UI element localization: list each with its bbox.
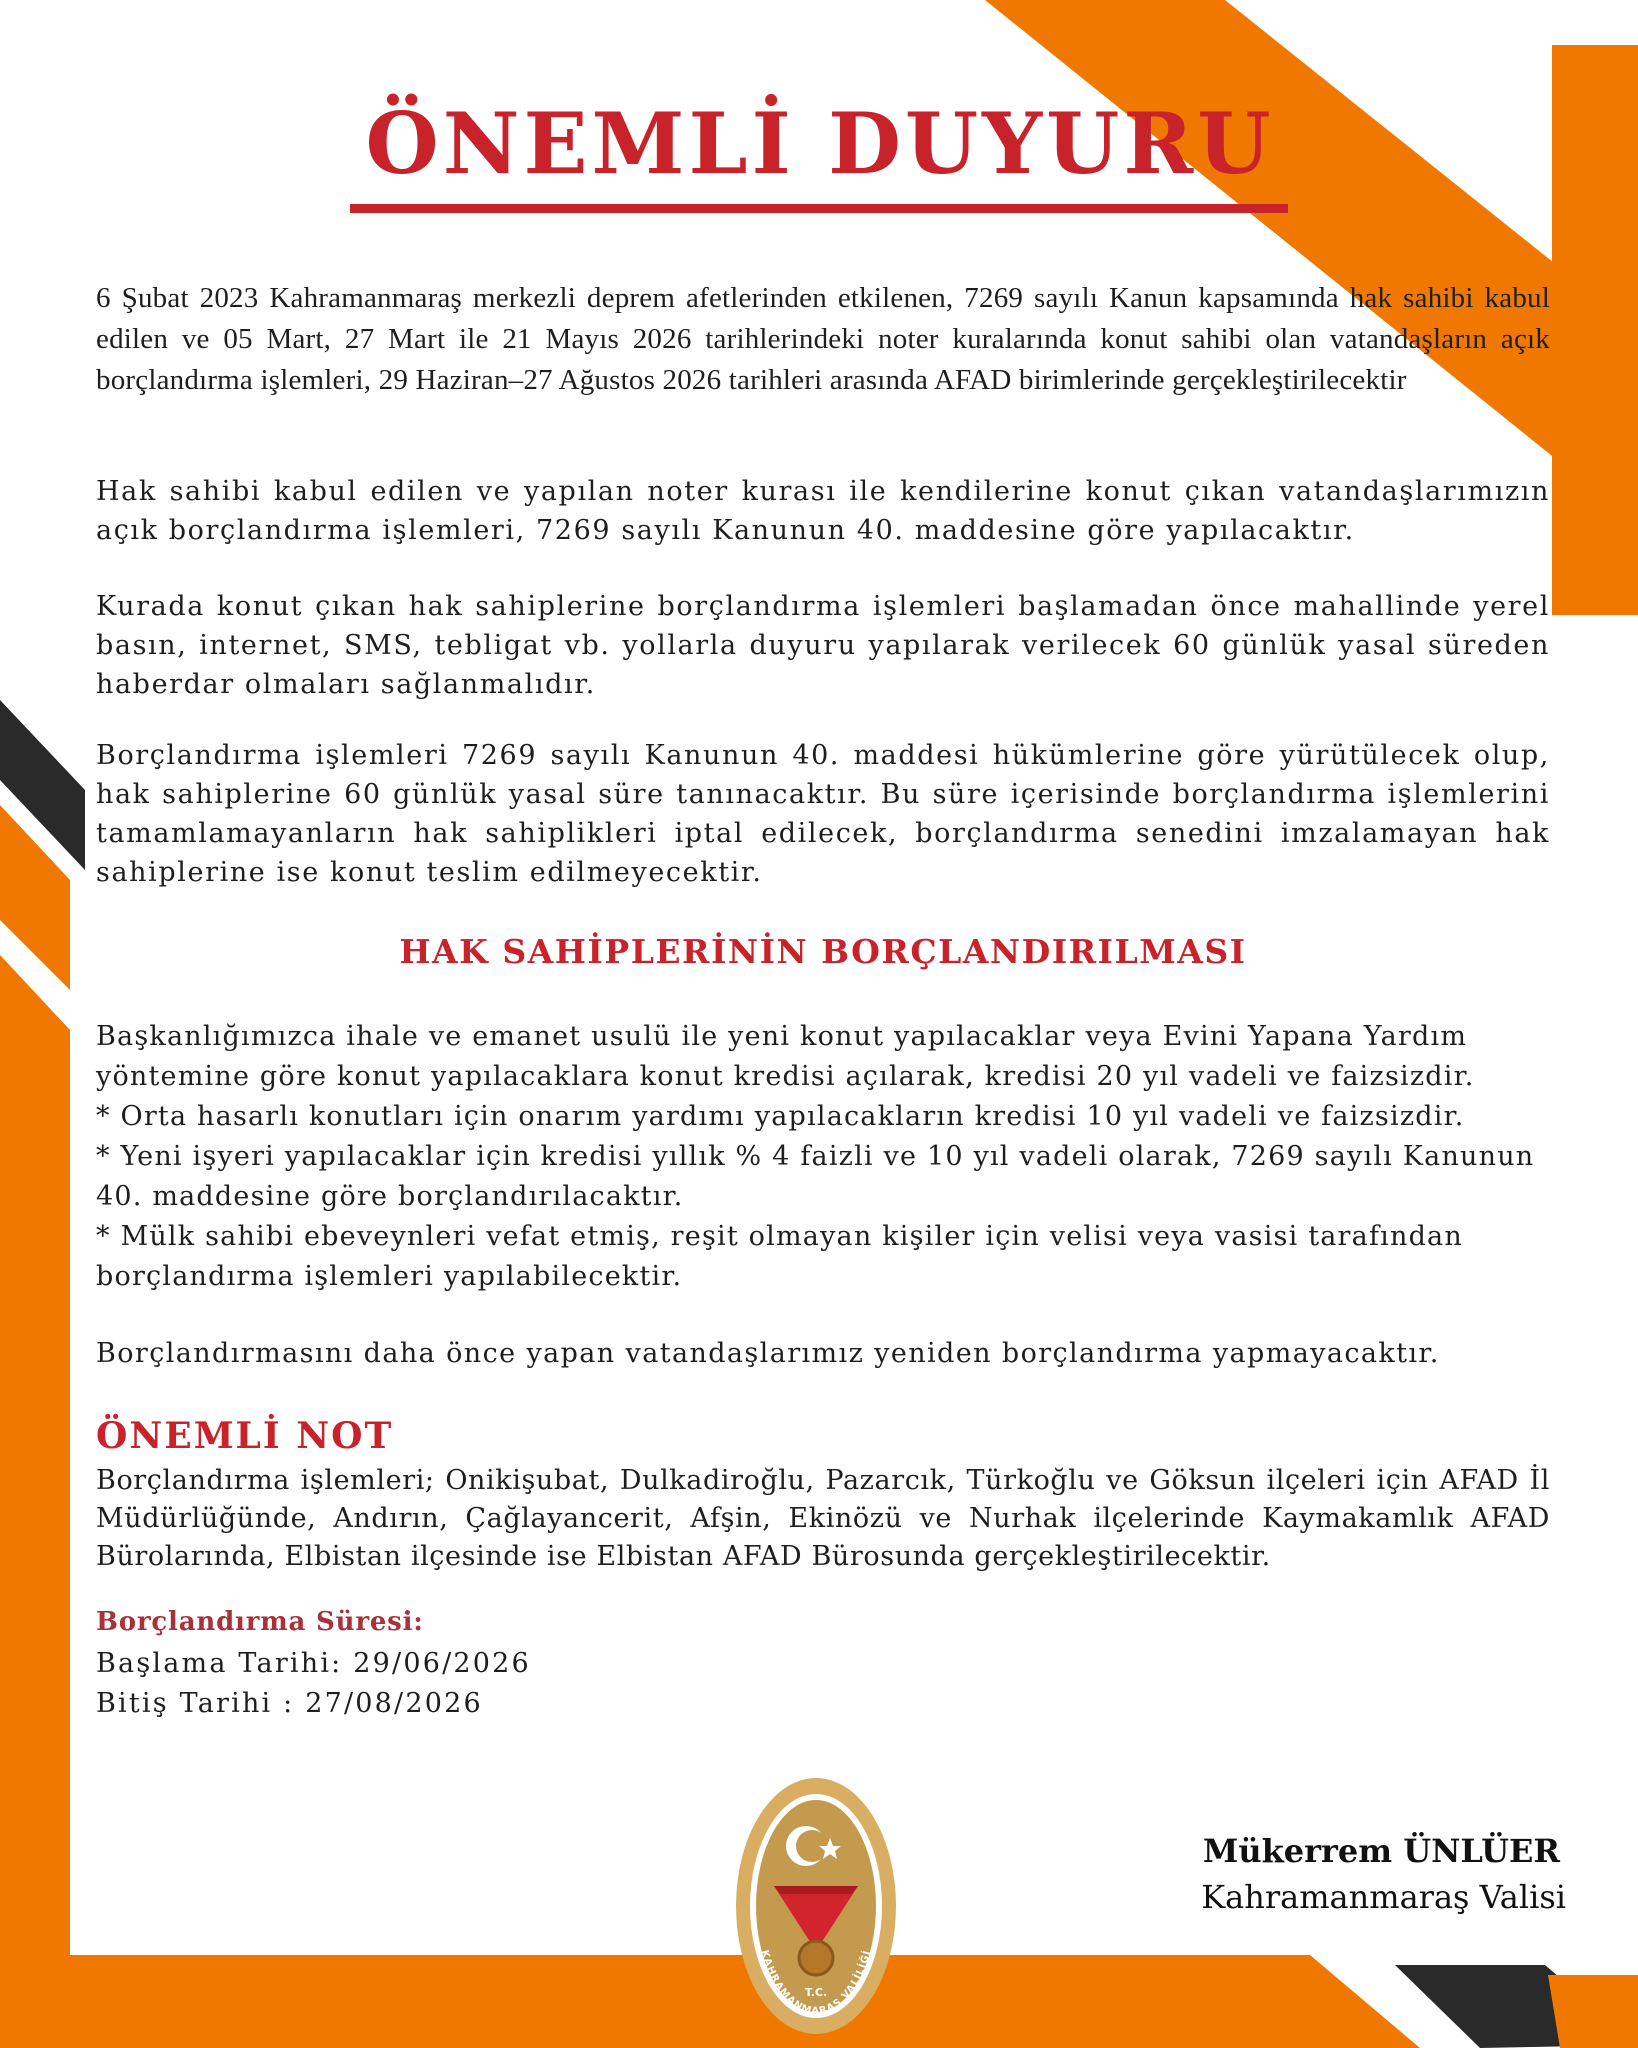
- list-intro: Başkanlığımızca ihale ve emanet usulü ile yeni konut yapılacaklar veya Evini Yapana Yardım yöntemine göre konut yapılacaklara konut kredisi açılarak, kredisi 20 yıl vadeli ve faizsizdir.: [96, 1021, 1475, 1092]
- signatory-name: Mükerrem ÜNLÜER: [1202, 1832, 1560, 1870]
- paragraph-2: Hak sahibi kabul edilen ve yapılan noter kurası ile kendilerine konut çıkan vatandaşlarımızın açık borçlandırma işlemleri, 7269 sayılı Kanunun 40. maddesine göre yapılacaktır.: [96, 476, 1550, 546]
- seal-ring-text: KAHRAMANMARAŞ VALİLİĞİ: [758, 1948, 874, 2018]
- start-date: Başlama Tarihi: 29/06/2026: [96, 1648, 531, 1679]
- note-heading: ÖNEMLİ NOT: [96, 1415, 394, 1457]
- page-title: ÖNEMLİ DUYURU: [365, 94, 1275, 193]
- signatory-title: Kahramanmaraş Valisi: [1201, 1878, 1566, 1916]
- duration-heading: Borçlandırma Süresi:: [96, 1607, 424, 1637]
- title-underline: [350, 204, 1288, 213]
- paragraph-4: Borçlandırma işlemleri 7269 sayılı Kanunun 40. maddesi hükümlerine göre yürütülecek olup, hak sahiplerine 60 günlük yasal süre tanınacaktır. Bu süre içerisinde borçlandırma işlemlerini tamamlamayanların hak sahiplikleri iptal edilecek, borçlandırma senedini imzalamayan hak sahiplerine ise konut teslim edilmeyecektir.: [96, 740, 1550, 888]
- note-text: Borçlandırma işlemleri; Onikişubat, Dulkadiroğlu, Pazarcık, Türkoğlu ve Göksun ilçeleri için AFAD İl Müdürlüğünde, Andırın, Çağlayancerit, Afşin, Ekinözü ve Nurhak ilçelerinde Kaymakamlık AFAD Bürolarında, Elbistan ilçesinde ise Elbistan AFAD Bürosunda gerçekleştirilecektir.: [96, 1465, 1550, 1572]
- list-item: * Yeni işyeri yapılacaklar için kredisi yıllık % 4 faizli ve 10 yıl vadeli olarak, 7269 sayılı Kanunun 40. maddesine göre borçlandırılacaktır.: [96, 1141, 1535, 1212]
- seal-top-text: T.C.: [804, 1986, 828, 1999]
- governorship-seal-icon: [734, 1776, 898, 2036]
- end-date: Bitiş Tarihi : 27/08/2026: [96, 1688, 483, 1719]
- paragraph-intro: 6 Şubat 2023 Kahramanmaraş merkezli deprem afetlerinden etkilenen, 7269 sayılı Kanun kapsamında hak sahibi kabul edilen ve 05 Mart, 27 Mart ile 21 Mayıs 2026 tarihlerindeki noter kuralarında konut sahibi olan vatandaşların açık borçlandırma işlemleri, 29 Haziran–27 Ağustos 2026 tarihleri arasında AFAD birimlerinde gerçekleştirilecektir: [96, 282, 1550, 396]
- paragraph-3: Kurada konut çıkan hak sahiplerine borçlandırma işlemleri başlamadan önce mahallinde yerel basın, internet, SMS, tebligat vb. yollarla duyuru yapılarak verilecek 60 günlük yasal süreden haberdar olmaları sağlanmalıdır.: [96, 591, 1550, 700]
- list-item: * Orta hasarlı konutları için onarım yardımı yapılacakların kredisi 10 yıl vadeli ve faizsizdir.: [96, 1101, 1465, 1132]
- section-heading: HAK SAHİPLERİNİN BORÇLANDIRILMASI: [399, 932, 1247, 971]
- duration-dates: [96, 1644, 531, 1724]
- paragraph-5: Borçlandırmasını daha önce yapan vatandaşlarımız yeniden borçlandırma yapmayacaktır.: [96, 1338, 1440, 1369]
- list-item: * Mülk sahibi ebeveynleri vefat etmiş, reşit olmayan kişiler için velisi veya vasisi tarafından borçlandırma işlemleri yapılabilecektir.: [96, 1221, 1463, 1292]
- credit-list: [96, 1017, 1550, 1297]
